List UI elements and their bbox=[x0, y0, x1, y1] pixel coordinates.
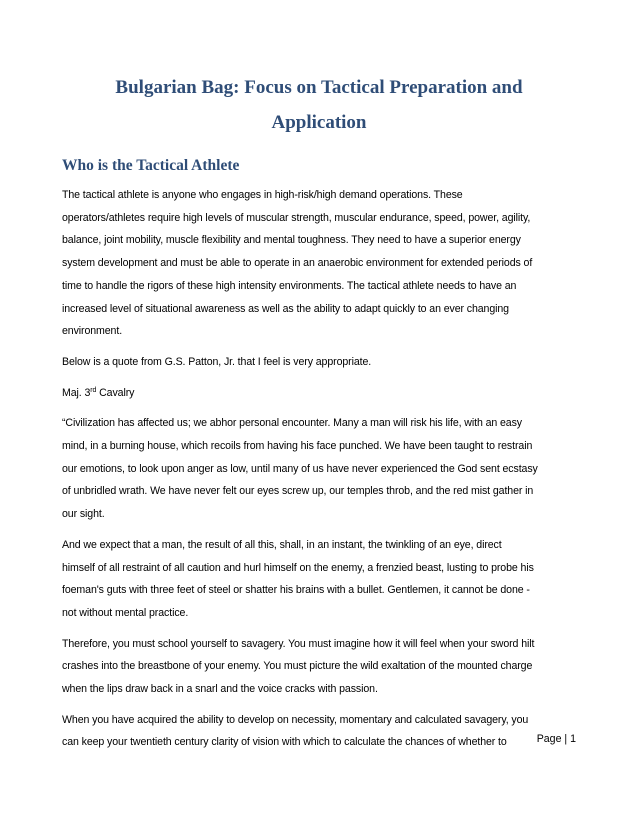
text-line: mind, in a burning house, which recoils from having his face punched. We have been taught to restrain bbox=[62, 440, 533, 453]
text-line: The tactical athlete is anyone who engages in high-risk/high demand operations. These bbox=[62, 189, 463, 201]
text-line: operators/athletes require high levels of muscular strength, muscular endurance, speed, power, agility, bbox=[62, 211, 531, 224]
text-line: Therefore, you must school yourself to savagery. You must imagine how it will feel when your sword hilt bbox=[62, 637, 535, 650]
text-line: can keep your twentieth century clarity of vision with which to calculate the chances of whether to bbox=[62, 736, 507, 749]
text-line: foeman's guts with three feet of steel or shatter his brains with a bullet. Gentlemen, it cannot be done - bbox=[62, 584, 530, 597]
paragraph-quote-3 bbox=[62, 633, 582, 701]
document-title-line-1: Bulgarian Bag: Focus on Tactical Preparation and bbox=[115, 77, 523, 98]
paragraph-quote-intro bbox=[62, 351, 582, 374]
rank-superscript: rd bbox=[90, 386, 97, 394]
text-line: increased level of situational awareness as well as the ability to adapt quickly to an ever changing bbox=[62, 302, 509, 315]
paragraph-intro bbox=[62, 184, 582, 343]
text-line: time to handle the rigors of these high intensity environments. The tactical athlete needs to have an bbox=[62, 279, 517, 292]
paragraph-rank bbox=[62, 382, 582, 405]
text-line: And we expect that a man, the result of all this, shall, in an instant, the twinkling of an eye, direct bbox=[62, 538, 502, 551]
paragraph-quote-1 bbox=[62, 412, 582, 526]
paragraph-quote-4 bbox=[62, 709, 582, 754]
rank-suffix: Cavalry bbox=[96, 386, 135, 399]
text-line: environment. bbox=[62, 325, 123, 338]
rank-prefix: Maj. 3 bbox=[62, 386, 91, 399]
text-line: of unbridled wrath. We have never felt our eyes screw up, our temples throb, and the red mist gather in bbox=[62, 485, 534, 498]
page-number: Page | 1 bbox=[536, 733, 576, 745]
text-line: not without mental practice. bbox=[62, 606, 189, 619]
paragraph-quote-2 bbox=[62, 534, 582, 625]
text-line: our emotions, to look upon anger as low, until many of us have never experienced the God sent ecstasy bbox=[62, 462, 538, 475]
document-body bbox=[62, 184, 582, 762]
text-line: when the lips draw back in a snarl and the voice cracks with passion. bbox=[62, 683, 378, 696]
text-line: When you have acquired the ability to develop on necessity, momentary and calculated savagery, you bbox=[62, 713, 529, 726]
text-line: Below is a quote from G.S. Patton, Jr. that I feel is very appropriate. bbox=[62, 355, 372, 368]
text-line: our sight. bbox=[62, 508, 105, 521]
text-line: “Civilization has affected us; we abhor personal encounter. Many a man will risk his life, with an easy bbox=[62, 417, 522, 430]
text-line: system development and must be able to operate in an anaerobic environment for extended periods of bbox=[62, 257, 533, 270]
text-line: himself of all restraint of all caution and hurl himself on the enemy, a frenzied beast, lusting to probe his bbox=[62, 561, 534, 574]
text-line: balance, joint mobility, muscle flexibility and mental toughness. They need to have a superior energy bbox=[62, 234, 521, 247]
section-heading: Who is the Tactical Athlete bbox=[62, 157, 240, 174]
text-line bbox=[62, 382, 582, 405]
text-line: crashes into the breastbone of your enemy. You must picture the wild exaltation of the mounted charge bbox=[62, 660, 533, 673]
document-title-line-2: Application bbox=[271, 112, 367, 133]
